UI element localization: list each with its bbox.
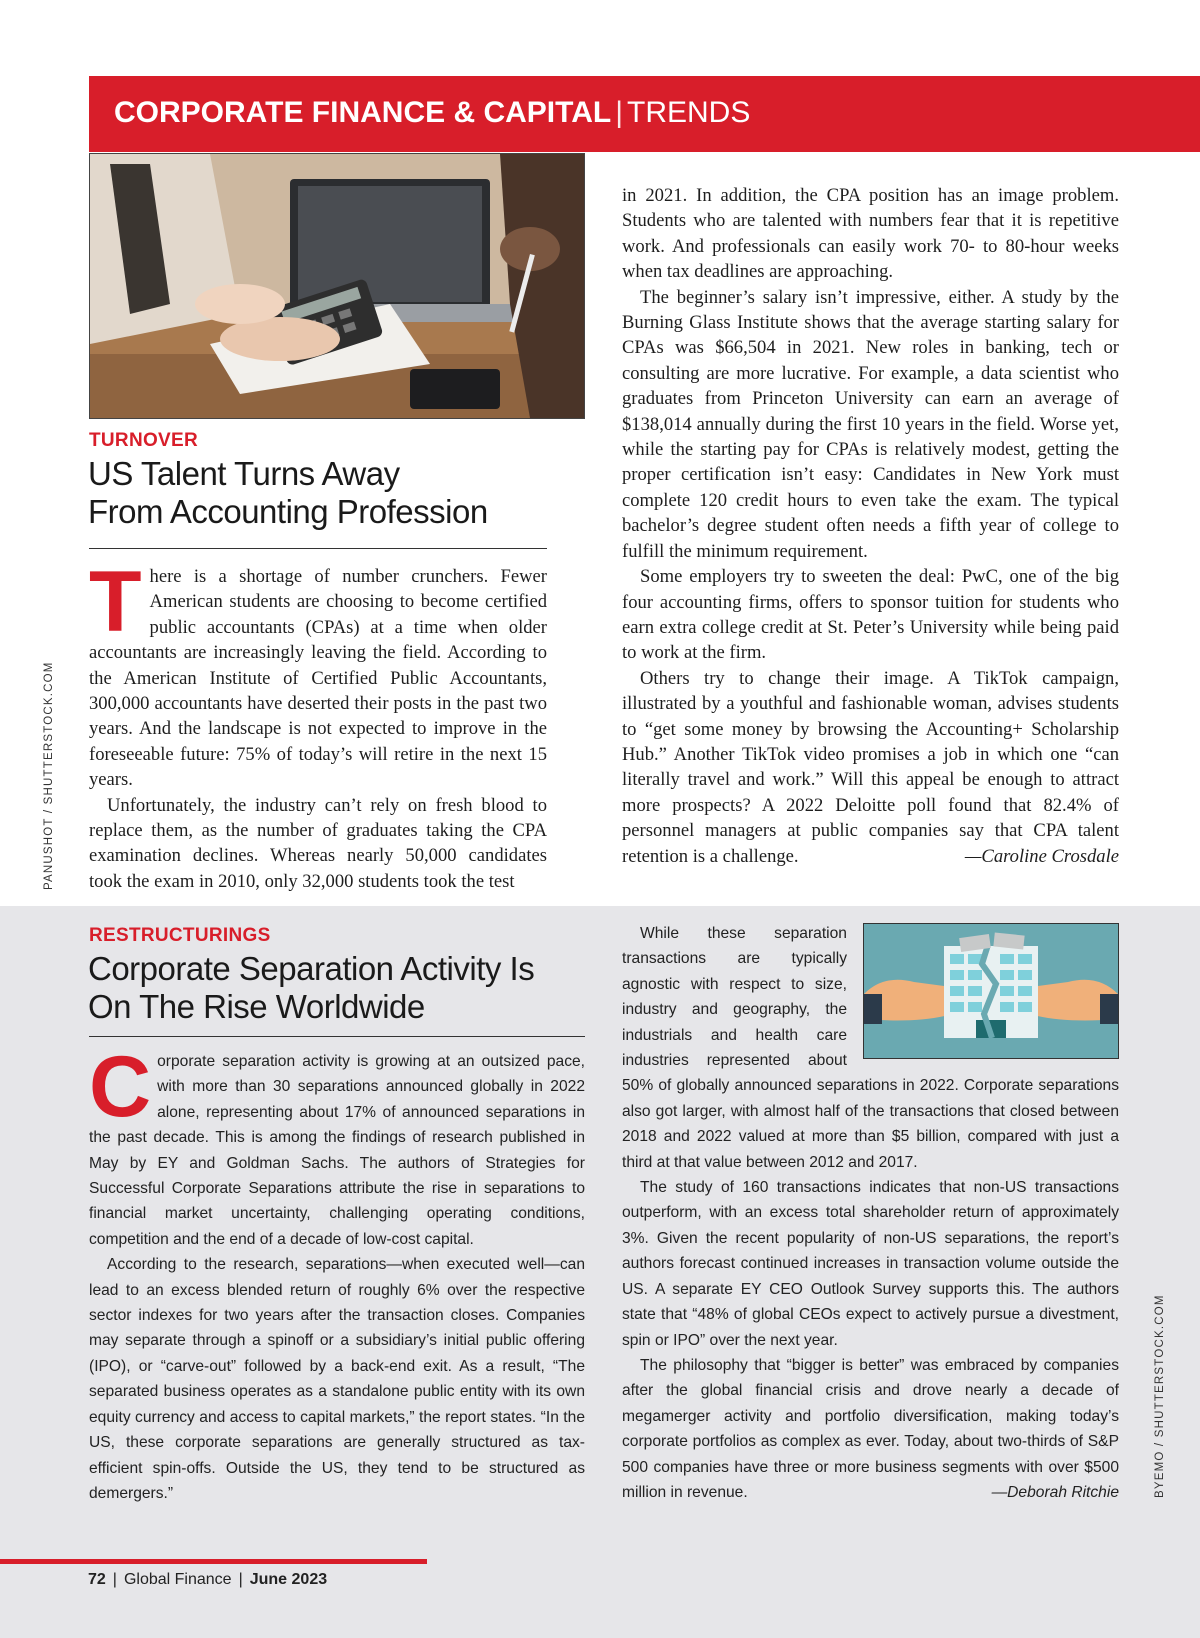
article1-text: here is a shortage of number crunchers. Fewer American students are choosing to become certified public accountants (CPAs) at a time when older accountants are increasingly leaving the field. According to the American Institute of Certified Public Accountants, 300,000 accountants have deserted their posts in the past two years. And the landscape is not expected to improve in the foreseeable future: 75% of today’s will retire in the next 15 years.	[89, 566, 547, 791]
article1-signature: —Caroline Crosdale	[964, 845, 1119, 867]
section-separator: |	[615, 96, 624, 129]
illustration-credit-right: BYEMO / SHUTTERSTOCK.COM	[1154, 1294, 1166, 1498]
article1-paragraph: in 2021. In addition, the CPA position has an image problem. Students who are talented with numbers fear that it is repetitive work. And professionals can easily work 70- to 80-hour weeks when tax deadlines are approaching.	[622, 185, 1119, 283]
article2-paragraph: According to the research, separations—when executed well—can lead to an excess blended return of roughly 6% over the respective sector indexes for two years after the transaction closes. Companies may separate through a spinoff or a subsidiary’s initial public offering (IPO), or “carve-out” followed by a back-end exit. As a result, “The separated business operates as a standalone public entity with its own equity currency and access to capital markets,” the report states. “In the US, these corporate separations are generally structured as tax-efficient spin-offs. Outside the US, they tend to be structured as demergers.”	[89, 1256, 585, 1502]
article1-headline	[88, 455, 578, 531]
article1-kicker: TURNOVER	[89, 430, 199, 451]
photo-credit-left: PANUSHOT / SHUTTERSTOCK.COM	[43, 661, 55, 890]
article1-headline-line1: US Talent Turns Away	[88, 455, 400, 492]
article1-paragraph	[89, 554, 547, 793]
article1-dropcap: T	[89, 554, 142, 650]
issue-date: June 2023	[249, 1571, 328, 1588]
publication-name: Global Finance	[123, 1571, 232, 1588]
article1-paragraph: Unfortunately, the industry can’t rely on fresh blood to replace them, as the number of graduates taking the CPA examination declines. Whereas nearly 50,000 candidates took the exam in 2010, only 32,000 students took the test	[89, 794, 547, 892]
building-split-illustration	[863, 923, 1119, 1059]
accountant-photo	[89, 153, 585, 419]
article2-column2	[622, 921, 1119, 1505]
article1-headline-line2: From Accounting Profession	[88, 493, 488, 530]
article2-text: orporate separation activity is growing at an outsized pace, with more than 30 separations announced globally in 2022 alone, representing about 17% of announced separations in the past decade. This is among the findings of research published in May by EY and Goldman Sachs. The authors of Strategies for Successful Corporate Separations attribute the rise in separations to financial market uncertainty, challenging operating conditions, competition and the end of a decade of low-cost capital.	[89, 1053, 585, 1248]
article2-kicker: RESTRUCTURINGS	[89, 925, 271, 946]
article2-paragraph: While these separation transactions are typically agnostic with respect to size, industry and geography, the industrials and health care industries represented about 50% of globally announced separations in 2022. Corporate separations also got larger, with almost half of the transactions that closed between 2018 and 2022 valued at more than $5 billion, compared with just a third at that value between 2012 and 2017.	[622, 925, 1119, 1171]
article1-column1	[89, 554, 547, 894]
article2-rule	[89, 1036, 585, 1037]
article1-rule	[89, 548, 547, 549]
footer-accent-bar	[0, 1559, 427, 1564]
section-banner	[89, 76, 1200, 152]
article2-column1	[89, 1039, 585, 1506]
article1-paragraph: Others try to change their image. A TikTok campaign, illustrated by a youthful and fashionable woman, advises students to “get some money by browsing the Accounting+ Scholarship Hub.” Another TikTok video promises a job in which one “can literally travel and work.” Will this appeal be enough to attract more prospects? A 2022 Deloitte poll found that 82.4% of personnel managers at public companies say that CPA talent retention is a challenge.	[622, 667, 1119, 867]
article2-headline-line1: Corporate Separation Activity Is	[88, 950, 535, 987]
article2-dropcap: C	[89, 1039, 152, 1135]
page-footer: 72 | Global Finance | June 2023	[88, 1571, 328, 1588]
section-name: CORPORATE FINANCE & CAPITAL	[114, 96, 612, 129]
subsection-name: TRENDS	[627, 96, 751, 129]
article1-paragraph: The beginner’s salary isn’t impressive, either. A study by the Burning Glass Institute shows that the average starting salary for CPAs was $66,504 in 2021. New roles in banking, tech or consulting are more lucrative. For example, a data scientist who graduates from Princeton University can earn an average of $138,014 annually during the first 10 years in the field. Worse yet, while the starting pay for CPAs is relatively modest, getting the proper certification isn’t easy: Candidates in New York must complete 120 credit hours to even take the exam. The typical bachelor’s degree student often needs a fifth year of college to fulfill the minimum requirement.	[622, 286, 1119, 562]
article2-paragraph: The philosophy that “bigger is better” was embraced by companies after the global financial crisis and drove nearly a decade of megamerger activity and portfolio diversification, making today’s corporate portfolios as complex as ever. Today, about two-thirds of S&P 500 companies have three or more business segments with over $500 million in revenue.	[622, 1356, 1119, 1501]
article2-signature: —Deborah Ritchie	[991, 1483, 1119, 1501]
article2-headline	[88, 950, 608, 1026]
article1-column2	[622, 183, 1119, 869]
section-title	[114, 96, 750, 130]
page-number: 72	[88, 1571, 106, 1588]
article2-paragraph	[89, 1039, 585, 1252]
article2-headline-line2: On The Rise Worldwide	[88, 988, 425, 1025]
article1-paragraph: Some employers try to sweeten the deal: PwC, one of the big four accounting firms, offers to sponsor tuition for students who earn extra college credit at St. Peter’s University while being paid to work at the firm.	[622, 566, 1119, 664]
article2-paragraph: The study of 160 transactions indicates that non-US transactions outperform, with an excess total shareholder return of approximately 3%. Given the recent popularity of non-US separations, the report’s authors forecast continued increases in transaction volume outside the US. A separate EY CEO Outlook Survey supports this. The authors state that “48% of global CEOs expect to actively pursue a divestment, spin or IPO” over the next year.	[622, 1179, 1119, 1349]
